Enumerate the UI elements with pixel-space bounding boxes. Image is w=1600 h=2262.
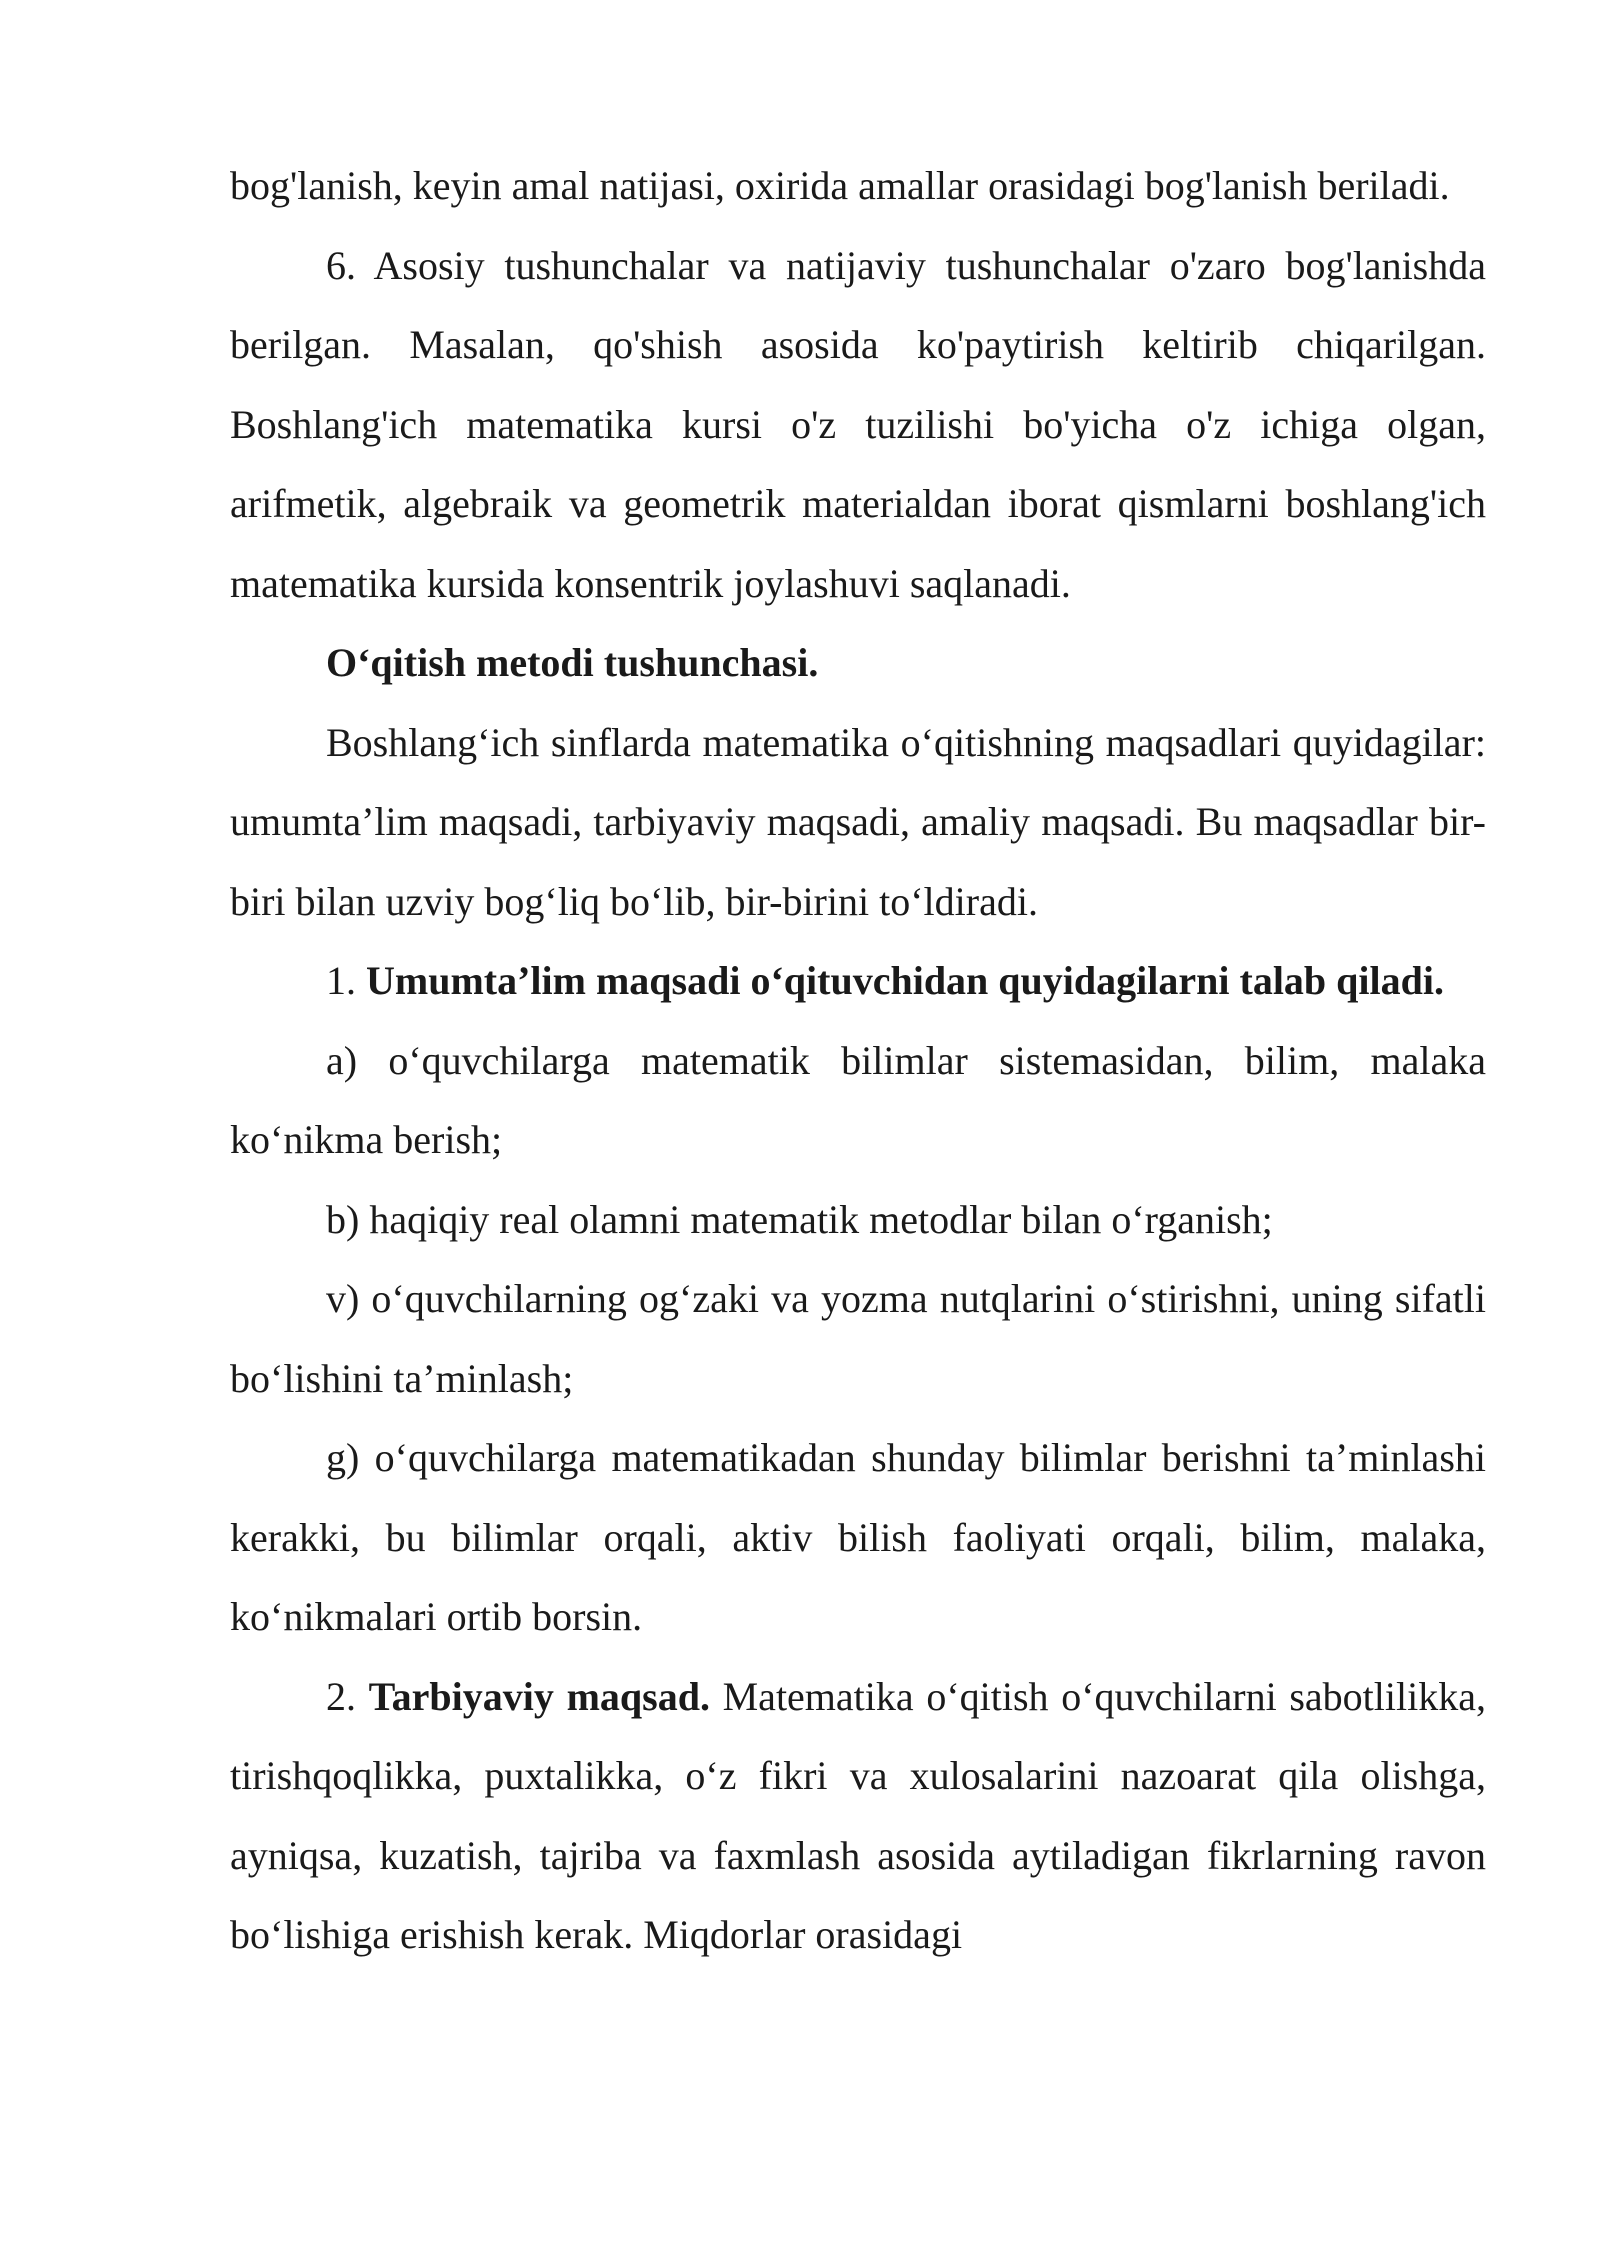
paragraph-goals-intro: Boshlang‘ich sinflarda matematika o‘qitishning maqsadlari quyidagilar: umumta’lim maqsadi, tarbiyaviy maqsadi, amaliy maqsadi. Bu maqsadlar bir-biri bilan uzviy bog‘liq bo‘lib, bir-birini to‘ldiradi. (230, 719, 1486, 924)
paragraph-goal-2 (230, 1657, 1486, 1975)
paragraph-continuation: bog'lanish, keyin amal natijasi, oxirida amallar orasidagi bog'lanish beriladi. (230, 163, 1450, 208)
list-item-a: a) o‘quvchilarga matematik bilimlar sistemasidan, bilim, malaka ko‘nikma berish; (230, 1037, 1486, 1162)
paragraph-goal-1 (230, 941, 1486, 1021)
goal-1-title: Umumta’lim maqsadi o‘qituvchidan quyidagilarni talab qiladi. (366, 958, 1445, 1003)
goal-2-title: Tarbiyaviy maqsad. (368, 1673, 710, 1719)
goal-2-text: Matematika o‘qitish o‘quvchilarni sabotlilikka, tirishqoqlikka, puxtalikka, o‘z fikri va xulosalarini nazoarat qila olishga, ayniqsa, kuzatish, tajriba va faxmlash asosida aytiladigan fikrlarning ravon bo‘lishiga erishish kerak. Miqdorlar orasidagi (230, 1673, 1486, 1957)
list-item-v: v) o‘quvchilarning og‘zaki va yozma nutqlarini o‘stirishni, uning sifatli bo‘lishini ta’minlash; (230, 1276, 1486, 1401)
goal-1-number: 1. (326, 958, 366, 1003)
paragraph-item-6: 6. Asosiy tushunchalar va natijaviy tushunchalar o'zaro bog'lanishda berilgan. Masalan, qo'shish asosida ko'paytirish keltirib chiqarilgan. Boshlang'ich matematika kursi o'z tuzilishi bo'yicha o'z ichiga olgan, arifmetik, algebraik va geometrik materialdan iborat qismlarni boshlang'ich matematika kursida konsentrik joylashuvi saqlanadi. (230, 242, 1486, 606)
list-item-b: b) haqiqiy real olamni matematik metodlar bilan o‘rganish; (326, 1196, 1273, 1242)
goal-2-number: 2. (326, 1673, 369, 1719)
document-page (230, 146, 1486, 1975)
section-heading: O‘qitish metodi tushunchasi. (326, 640, 819, 685)
list-item-g: g) o‘quvchilarga matematikadan shunday bilimlar berishni ta’minlashi kerakki, bu bilimlar orqali, aktiv bilish faoliyati orqali, bilim, malaka, ko‘nikmalari ortib borsin. (230, 1435, 1486, 1639)
